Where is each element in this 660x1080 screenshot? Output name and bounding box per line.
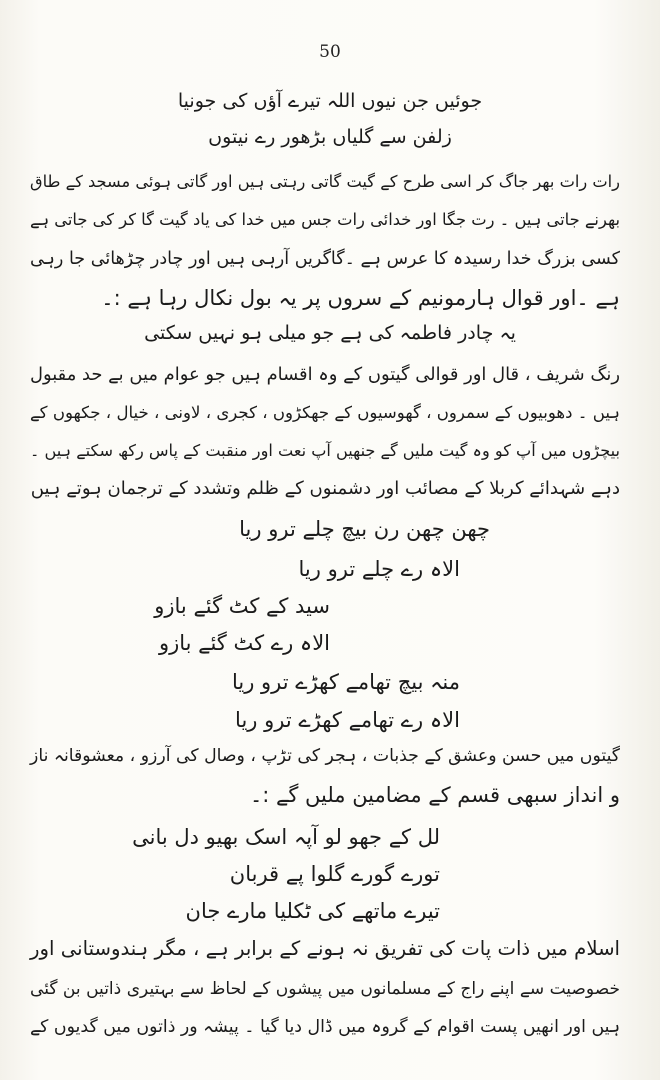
paragraph-line: رات رات بھر جاگ کر اسی طرح کے گیت گاتی رہتی ہیں اور گاتی ہوئی مسجد کے طاق [30, 172, 620, 191]
paragraph-line: گیتوں میں حسن وعشق کے جذبات ، ہجر کی تڑپ ، وصال کی آرزو ، معشوقانہ ناز [30, 746, 620, 766]
paragraph-line: کسی بزرگ خدا رسیدہ کا عرس ہے ۔گاگریں آرہی ہیں اور چادر چڑھائی جا رہی [30, 249, 620, 269]
song-line: الاہ رے چلے ترو ریا [298, 557, 460, 581]
paragraph-line: بھرنے جاتی ہیں ۔ رت جگا اور خدائی رات جس میں خدا کی یاد گیت گا کر کی جاتی ہے [30, 210, 620, 229]
couplet-line: جوئیں جن نیوں اللہ تیرے آؤں کی جونیا [177, 89, 483, 112]
song-line: الاہ رے تھامے کھڑے ترو ریا [235, 708, 460, 732]
paragraph-line: ہیں ۔ دھوبیوں کے سمروں ، گھوسیوں کے جھکڑوں ، کجری ، لاونی ، خیال ، جکھوں کے [30, 403, 620, 422]
paragraph-line: اسلام میں ذات پات کی تفریق نہ ہونے کے برابر ہے ، مگر ہندوستانی اور [30, 937, 620, 960]
paragraph-line: خصوصیت سے اپنے راج کے مسلمانوں میں پیشوں کے لحاظ سے بہتیری ذاتیں بن گئی [30, 979, 620, 999]
song-line: تورے گورے گلوا پے قربان [229, 862, 440, 886]
paragraph-line: دہے شہدائے کربلا کے مصائب اور دشمنوں کے ظلم وتشدد کے ترجمان ہوتے ہیں [30, 478, 620, 499]
quoted-verse: یہ چادر فاطمہ کی ہے جو میلی ہو نہیں سکتی [144, 321, 516, 344]
song-line: الاہ رے کٹ گئے بازو [158, 631, 330, 655]
song-line: سید کے کٹ گئے بازو [154, 594, 330, 618]
paragraph-line: بیچڑوں میں آپ کو وہ گیت ملیں گے جنھیں آپ نعت اور منقبت کے پاس رکھ سکتے ہیں ۔ [29, 441, 620, 460]
song-line: لل کے جھو لو آپہ اسک بھیو دل بانی [132, 825, 440, 849]
page-number: 50 [319, 42, 341, 62]
song-line: چھن چھن رن بیچ چلے ترو ریا [239, 517, 490, 541]
song-line: تیرے ماتھے کی ٹکلیا مارے جان [185, 899, 440, 923]
couplet-line: زلفن سے گلیاں بڑھور رے نیتوں [208, 125, 452, 148]
song-line: منہ بیچ تھامے کھڑے ترو ریا [231, 670, 460, 694]
paragraph-line: ہیں اور انھیں پست اقوام کے گروہ میں ڈال دیا گیا ۔ پیشہ ور ذاتوں میں گدیوں کے [30, 1017, 620, 1037]
paragraph-line: و انداز سبھی قسم کے مضامین ملیں گے :۔ [249, 783, 620, 807]
paragraph-line: رنگ شریف ، قال اور قوالی گیتوں کے وہ اقسام ہیں جو عوام میں بے حد مقبول [30, 364, 620, 385]
paragraph-line: ہے ۔اور قوال ہارمونیم کے سروں پر یہ بول نکال رہا ہے :۔ [101, 286, 620, 310]
